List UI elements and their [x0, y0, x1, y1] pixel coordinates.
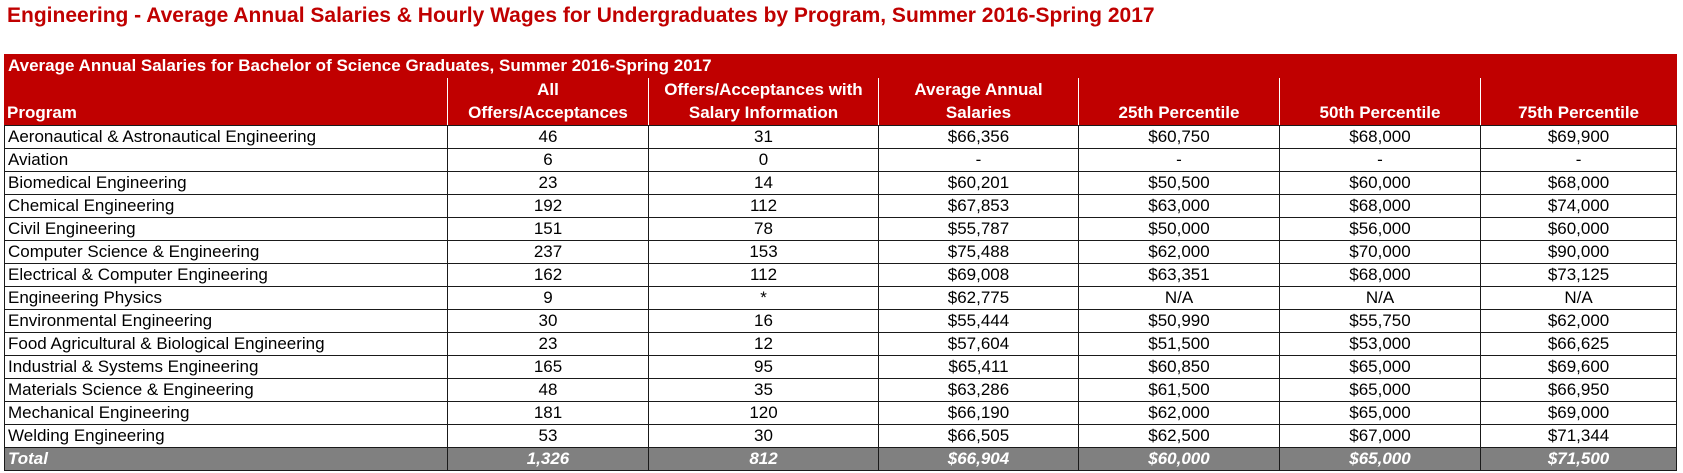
program-name-cell: Mechanical Engineering: [5, 402, 448, 425]
table-row: [5, 172, 1677, 195]
column-header-line: Average Annual: [914, 80, 1043, 99]
total-row: [5, 448, 1677, 471]
value-cell: $70,000: [1280, 241, 1481, 264]
value-cell: $74,000: [1481, 195, 1677, 218]
value-cell: 30: [448, 310, 649, 333]
value-cell: $68,000: [1280, 195, 1481, 218]
value-cell: 165: [448, 356, 649, 379]
value-cell: -: [1280, 149, 1481, 172]
value-cell: 0: [649, 149, 879, 172]
value-cell: $56,000: [1280, 218, 1481, 241]
column-header-line: 50th Percentile: [1319, 103, 1441, 122]
value-cell: $55,750: [1280, 310, 1481, 333]
value-cell: 153: [649, 241, 879, 264]
column-header: [448, 78, 649, 126]
value-cell: -: [1481, 149, 1677, 172]
table-caption-row: [5, 55, 1677, 78]
program-name-cell: Electrical & Computer Engineering: [5, 264, 448, 287]
salary-table: [4, 54, 1677, 471]
value-cell: $55,444: [879, 310, 1079, 333]
total-value-cell: 1,326: [448, 448, 649, 471]
value-cell: 35: [649, 379, 879, 402]
value-cell: $62,000: [1079, 402, 1280, 425]
total-label-cell: Total: [5, 448, 448, 471]
program-name-cell: Chemical Engineering: [5, 195, 448, 218]
value-cell: 181: [448, 402, 649, 425]
value-cell: $55,787: [879, 218, 1079, 241]
column-header: [1079, 78, 1280, 126]
value-cell: 53: [448, 425, 649, 448]
value-cell: $68,000: [1280, 126, 1481, 149]
value-cell: 120: [649, 402, 879, 425]
column-header: [5, 78, 448, 126]
column-header-line: 25th Percentile: [1118, 103, 1240, 122]
value-cell: $90,000: [1481, 241, 1677, 264]
value-cell: 192: [448, 195, 649, 218]
value-cell: $73,125: [1481, 264, 1677, 287]
value-cell: $71,344: [1481, 425, 1677, 448]
column-header: [1481, 78, 1677, 126]
value-cell: 9: [448, 287, 649, 310]
total-value-cell: $65,000: [1280, 448, 1481, 471]
program-name-cell: Materials Science & Engineering: [5, 379, 448, 402]
value-cell: $65,000: [1280, 379, 1481, 402]
value-cell: 112: [649, 195, 879, 218]
table-row: [5, 149, 1677, 172]
value-cell: -: [879, 149, 1079, 172]
program-name-cell: Engineering Physics: [5, 287, 448, 310]
table-row: [5, 126, 1677, 149]
value-cell: 95: [649, 356, 879, 379]
total-value-cell: 812: [649, 448, 879, 471]
table-caption: Average Annual Salaries for Bachelor of Science Graduates, Summer 2016-Spring 2017: [5, 55, 1677, 78]
value-cell: 162: [448, 264, 649, 287]
program-name-cell: Food Agricultural & Biological Engineering: [5, 333, 448, 356]
column-header-line: Offers/Acceptances: [468, 103, 628, 122]
value-cell: $50,500: [1079, 172, 1280, 195]
program-name-cell: Biomedical Engineering: [5, 172, 448, 195]
table-row: [5, 218, 1677, 241]
column-header-line: Offers/Acceptances with: [664, 80, 863, 99]
value-cell: $66,190: [879, 402, 1079, 425]
value-cell: $63,286: [879, 379, 1079, 402]
page-title: Engineering - Average Annual Salaries & Hourly Wages for Undergraduates by Program, Summer 2016-Spring 2017: [7, 4, 1155, 27]
value-cell: N/A: [1280, 287, 1481, 310]
value-cell: $63,000: [1079, 195, 1280, 218]
value-cell: $68,000: [1481, 172, 1677, 195]
table-header-row: [5, 78, 1677, 126]
value-cell: 12: [649, 333, 879, 356]
value-cell: 14: [649, 172, 879, 195]
value-cell: $69,900: [1481, 126, 1677, 149]
total-value-cell: $60,000: [1079, 448, 1280, 471]
value-cell: $57,604: [879, 333, 1079, 356]
value-cell: $69,600: [1481, 356, 1677, 379]
table-row: [5, 356, 1677, 379]
table-row: [5, 425, 1677, 448]
value-cell: $65,000: [1280, 356, 1481, 379]
total-value-cell: $66,904: [879, 448, 1079, 471]
value-cell: 30: [649, 425, 879, 448]
value-cell: $62,000: [1481, 310, 1677, 333]
value-cell: $60,000: [1280, 172, 1481, 195]
value-cell: $66,625: [1481, 333, 1677, 356]
program-name-cell: Civil Engineering: [5, 218, 448, 241]
column-header: [879, 78, 1079, 126]
value-cell: $69,000: [1481, 402, 1677, 425]
value-cell: $60,750: [1079, 126, 1280, 149]
value-cell: $50,000: [1079, 218, 1280, 241]
value-cell: $69,008: [879, 264, 1079, 287]
table-row: [5, 402, 1677, 425]
salary-table-container: [4, 54, 1676, 471]
column-header-line: Salary Information: [688, 103, 839, 122]
value-cell: $67,000: [1280, 425, 1481, 448]
table-row: [5, 195, 1677, 218]
program-name-cell: Computer Science & Engineering: [5, 241, 448, 264]
table-row: [5, 333, 1677, 356]
table-row: [5, 264, 1677, 287]
value-cell: 46: [448, 126, 649, 149]
column-header-line: 75th Percentile: [1518, 103, 1640, 122]
total-value-cell: $71,500: [1481, 448, 1677, 471]
value-cell: 23: [448, 333, 649, 356]
column-header-line: Salaries: [945, 103, 1012, 122]
value-cell: 112: [649, 264, 879, 287]
value-cell: 31: [649, 126, 879, 149]
value-cell: *: [649, 287, 879, 310]
value-cell: 48: [448, 379, 649, 402]
program-name-cell: Environmental Engineering: [5, 310, 448, 333]
value-cell: $62,775: [879, 287, 1079, 310]
table-row: [5, 287, 1677, 310]
table-row: [5, 310, 1677, 333]
column-header: [649, 78, 879, 126]
value-cell: 23: [448, 172, 649, 195]
value-cell: $66,505: [879, 425, 1079, 448]
value-cell: N/A: [1481, 287, 1677, 310]
value-cell: N/A: [1079, 287, 1280, 310]
table-row: [5, 379, 1677, 402]
value-cell: $62,000: [1079, 241, 1280, 264]
program-name-cell: Industrial & Systems Engineering: [5, 356, 448, 379]
value-cell: $60,000: [1481, 218, 1677, 241]
value-cell: 16: [649, 310, 879, 333]
value-cell: $75,488: [879, 241, 1079, 264]
value-cell: $65,411: [879, 356, 1079, 379]
value-cell: $63,351: [1079, 264, 1280, 287]
value-cell: $60,201: [879, 172, 1079, 195]
value-cell: $62,500: [1079, 425, 1280, 448]
value-cell: 151: [448, 218, 649, 241]
table-body: [5, 126, 1677, 471]
program-name-cell: Aeronautical & Astronautical Engineering: [5, 126, 448, 149]
column-header-line: All: [537, 80, 559, 99]
table-row: [5, 241, 1677, 264]
value-cell: 6: [448, 149, 649, 172]
value-cell: $66,950: [1481, 379, 1677, 402]
value-cell: $53,000: [1280, 333, 1481, 356]
value-cell: $61,500: [1079, 379, 1280, 402]
value-cell: $60,850: [1079, 356, 1280, 379]
value-cell: -: [1079, 149, 1280, 172]
value-cell: 78: [649, 218, 879, 241]
value-cell: $67,853: [879, 195, 1079, 218]
value-cell: $66,356: [879, 126, 1079, 149]
value-cell: $65,000: [1280, 402, 1481, 425]
value-cell: 237: [448, 241, 649, 264]
value-cell: $50,990: [1079, 310, 1280, 333]
value-cell: $51,500: [1079, 333, 1280, 356]
column-header-line: Program: [7, 103, 77, 122]
value-cell: $68,000: [1280, 264, 1481, 287]
column-header: [1280, 78, 1481, 126]
program-name-cell: Aviation: [5, 149, 448, 172]
program-name-cell: Welding Engineering: [5, 425, 448, 448]
